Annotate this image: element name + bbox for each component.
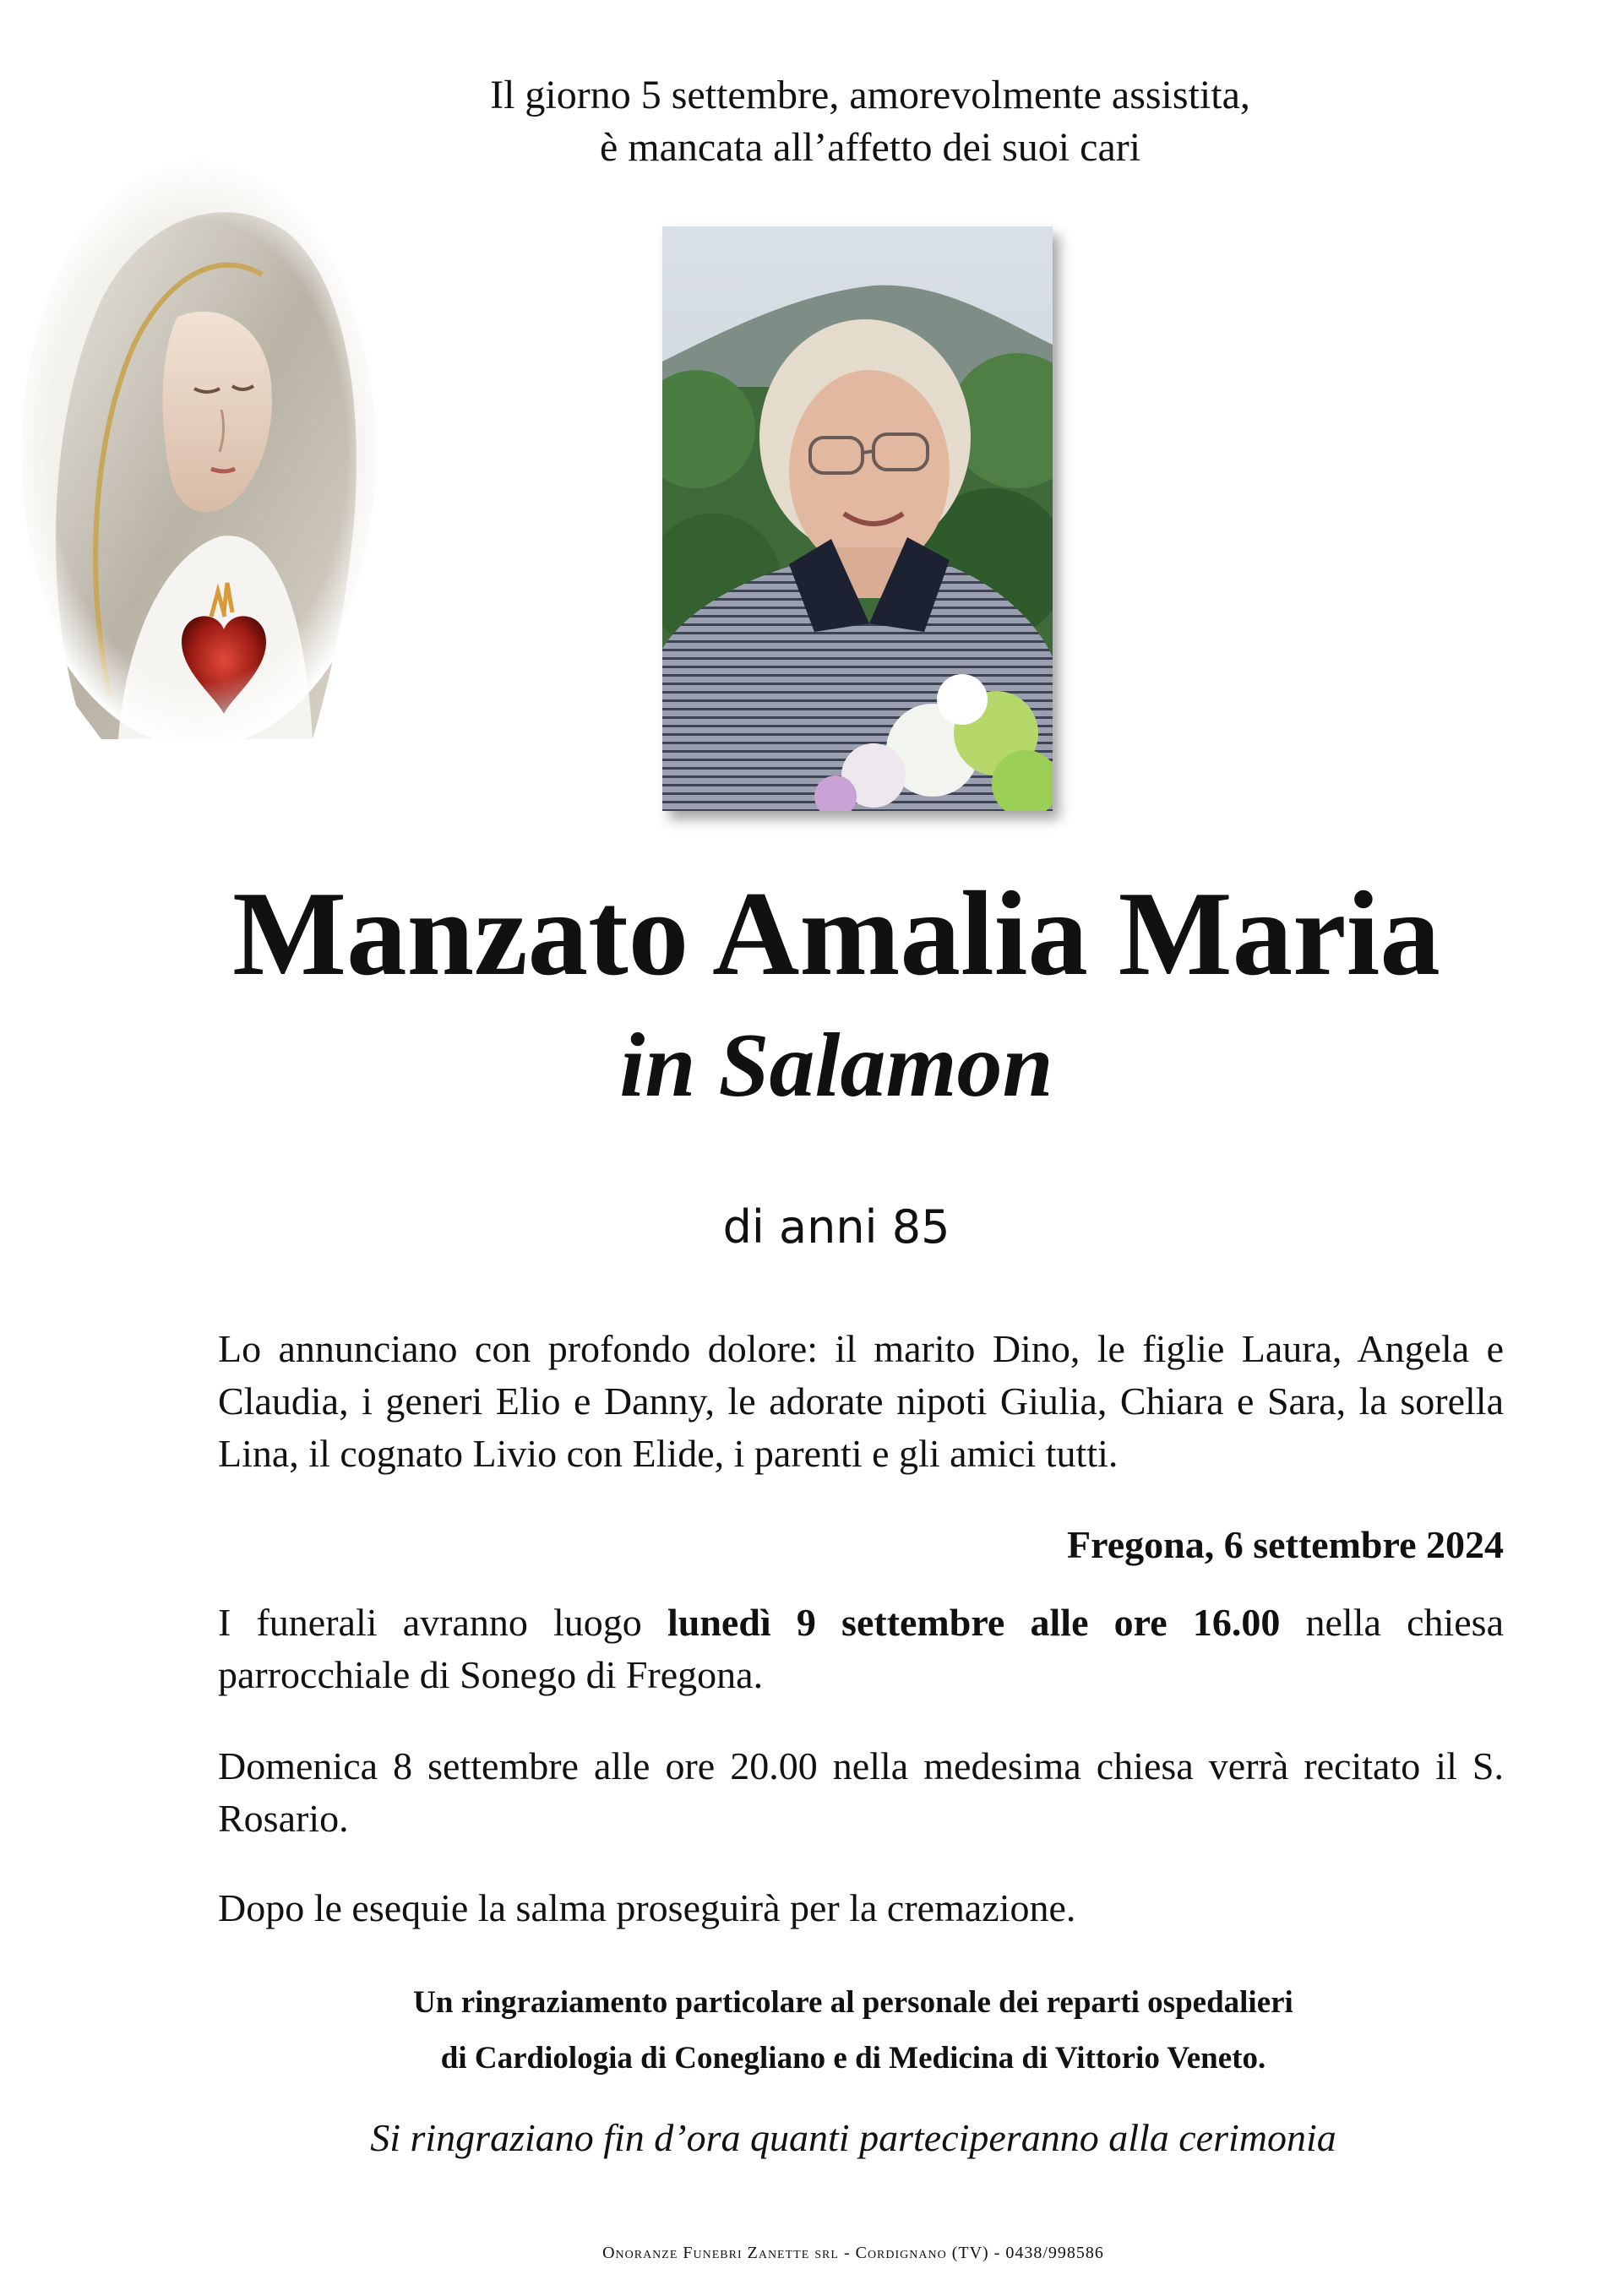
- intro-line-1: Il giorno 5 settembre, amorevolmente assistita,: [490, 73, 1250, 117]
- married-name: in Salamon: [619, 1015, 1053, 1116]
- intro-text: [422, 69, 1318, 174]
- thanks-line-2: di Cardiologia di Conegliano e di Medicina di Vittorio Veneto.: [440, 2041, 1266, 2076]
- funeral-text-after: nella chiesa parrocchiale di Sonego di Fregona.: [218, 1601, 1504, 1696]
- funeral-info: [218, 1597, 1504, 1701]
- announcement-text: Lo annunciano con profondo dolore: il marito Dino, le figlie Laura, Angela e Claudia, i generi Elio e Danny, le adorate nipoti Giulia, Chiara e Sara, la sorella Lina, il cognato Livio con Elide, i parenti e gli amici tutti.: [218, 1327, 1504, 1475]
- intro-line-2: è mancata all’affetto dei suoi cari: [599, 125, 1141, 170]
- funeral-datetime: lunedì 9 settembre alle ore 16.00: [667, 1601, 1281, 1644]
- rosary-info: Domenica 8 settembre alle ore 20.00 nella medesima chiesa verrà recitato il S. Rosario.: [218, 1744, 1504, 1840]
- thanks-note: [186, 1975, 1521, 2087]
- footer-funeral-home: Onoranze Funebri Zanette srl - Cordignano (TV) - 0438/998586: [602, 2244, 1104, 2262]
- cremation-info: Dopo le esequie la salma proseguirà per la cremazione.: [218, 1886, 1076, 1929]
- place-date: Fregona, 6 settembre 2024: [1067, 1523, 1504, 1566]
- age-text: di anni 85: [722, 1200, 950, 1254]
- thanks-line-1: Un ringraziamento particolare al personale dei reparti ospedalieri: [413, 1985, 1293, 2020]
- madonna-image: [8, 156, 389, 748]
- closing-text: Si ringraziano fin d’ora quanti parteciperanno alla cerimonia: [370, 2116, 1336, 2159]
- portrait-photo: [662, 226, 1053, 811]
- funeral-text-before: I funerali avranno luogo: [218, 1601, 667, 1644]
- deceased-name: Manzato Amalia Maria: [232, 867, 1440, 1000]
